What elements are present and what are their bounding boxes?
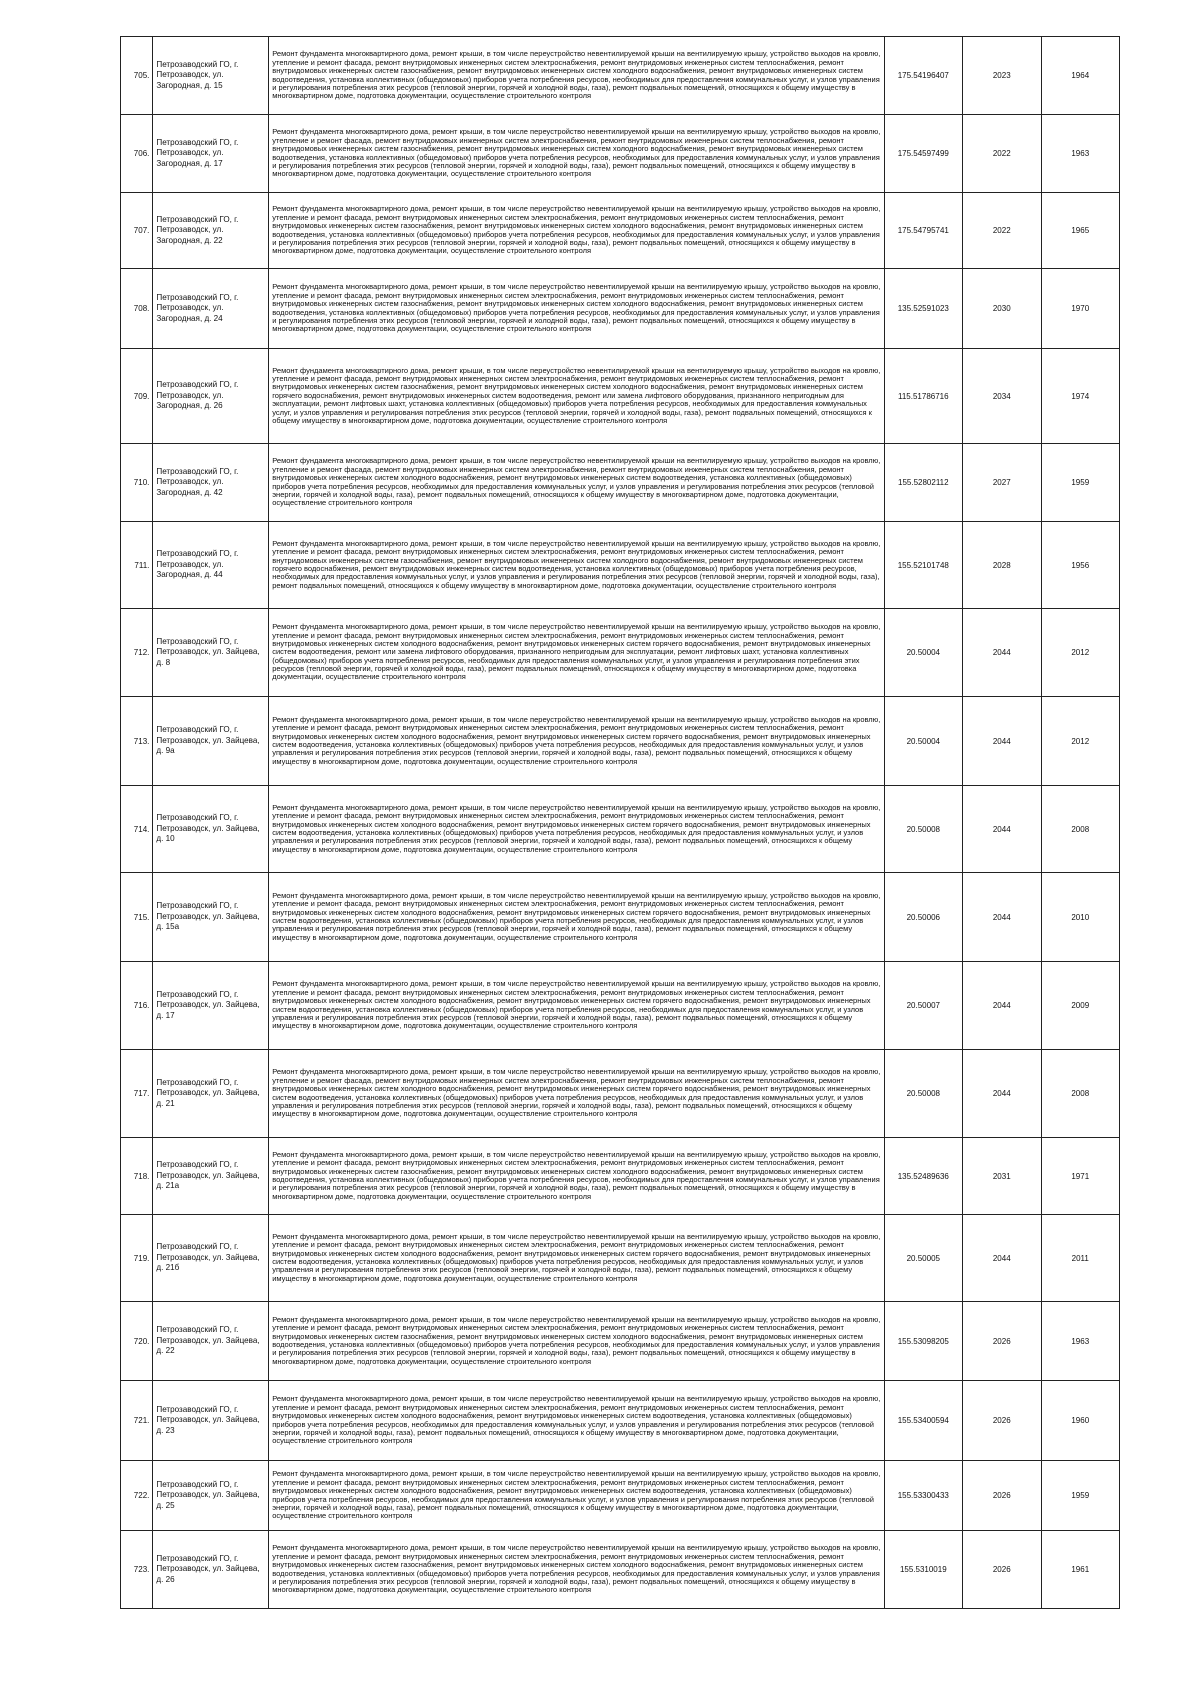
build-year: 1961 (1041, 1531, 1120, 1609)
repair-works (269, 1215, 884, 1302)
cost-value: 175.54196407 (884, 37, 962, 115)
repair-works (269, 269, 884, 349)
cost-value: 175.54795741 (884, 193, 962, 269)
row-number: 708. (121, 269, 153, 349)
row-number: 706. (121, 115, 153, 193)
house-address: Петрозаводский ГО, г. Петрозаводск, ул. Загородная, д. 44 (153, 522, 269, 609)
row-number: 714. (121, 786, 153, 873)
repair-works (269, 962, 884, 1050)
planned-year: 2028 (963, 522, 1041, 609)
table-row (121, 193, 1120, 269)
row-number: 712. (121, 609, 153, 697)
repair-works-text: Ремонт фундамента многоквартирного дома, ремонт крыши, в том числе переустройство невентилируемой крыши на вентилируемую крышу, устройство выходов на кровлю, утепление и ремонт фасада, ремонт внутридомовых инженерных систем электроснабжения, ремонт внутридомовых инженерных систем теплоснабжения, ремонт внутридомовых инженерных систем холодного водоснабжения, ремонт внутридомовых инженерных систем горячего водоснабжения, ремонт внутридомовых инженерных систем водоотведения, установка коллективных (общедомовых) приборов учета потребления ресурсов, необходимых для предоставления коммунальных услуг, и узлов управления и регулирования потребления этих ресурсов (тепловой энергии, горячей и холодной воды, газа), ремонт подвальных помещений, относящихся к общему имуществу в многоквартирном доме, подготовка документации, осуществление строительного контроля (272, 1231, 881, 1283)
build-year: 1956 (1041, 522, 1120, 609)
house-address: Петрозаводский ГО, г. Петрозаводск, ул. Загородная, д. 15 (153, 37, 269, 115)
planned-year: 2044 (963, 697, 1041, 786)
table-row (121, 1461, 1120, 1531)
cost-value: 20.50008 (884, 786, 962, 873)
row-number: 722. (121, 1461, 153, 1531)
house-address: Петрозаводский ГО, г. Петрозаводск, ул. Зайцева, д. 25 (153, 1461, 269, 1531)
cost-value: 20.50007 (884, 962, 962, 1050)
repair-works (269, 444, 884, 522)
repair-works-text: Ремонт фундамента многоквартирного дома, ремонт крыши, в том числе переустройство невентилируемой крыши на вентилируемую крышу, устройство выходов на кровлю, утепление и ремонт фасада, ремонт внутридомовых инженерных систем электроснабжения, ремонт внутридомовых инженерных систем теплоснабжения, ремонт внутридомовых инженерных систем газоснабжения, ремонт внутридомовых инженерных систем холодного водоснабжения, ремонт внутридомовых инженерных систем горячего водоснабжения, ремонт внутридомовых инженерных систем водоотведения, установка коллективных (общедомовых) приборов учета потребления ресурсов, необходимых для предоставления коммунальных услуг, и узлов управления и регулирования потребления этих ресурсов (тепловой энергии, горячей и холодной воды, газа), ремонт подвальных помещений, относящихся к общему имуществу в многоквартирном доме, подготовка документации, осуществление строительного контроля (272, 538, 881, 590)
repair-works-text: Ремонт фундамента многоквартирного дома, ремонт крыши, в том числе переустройство невентилируемой крыши на вентилируемую крышу, устройство выходов на кровлю, утепление и ремонт фасада, ремонт внутридомовых инженерных систем электроснабжения, ремонт внутридомовых инженерных систем теплоснабжения, ремонт внутридомовых инженерных систем газоснабжения, ремонт внутридомовых инженерных систем холодного водоснабжения, ремонт внутридомовых инженерных систем водоотведения, установка коллективных (общедомовых) приборов учета потребления ресурсов, необходимых для предоставления коммунальных услуг, и узлов управления и регулирования потребления этих ресурсов (тепловой энергии, горячей и холодной воды, газа), ремонт подвальных помещений, относящихся к общему имуществу в многоквартирном доме, подготовка документации, осуществление строительного контроля (272, 282, 881, 334)
table-row (121, 1215, 1120, 1302)
repair-works (269, 1050, 884, 1138)
build-year: 2008 (1041, 786, 1120, 873)
cost-value: 135.52489636 (884, 1138, 962, 1215)
build-year: 1964 (1041, 37, 1120, 115)
repair-works (269, 1138, 884, 1215)
repair-works-text: Ремонт фундамента многоквартирного дома, ремонт крыши, в том числе переустройство невентилируемой крыши на вентилируемую крышу, устройство выходов на кровлю, утепление и ремонт фасада, ремонт внутридомовых инженерных систем электроснабжения, ремонт внутридомовых инженерных систем теплоснабжения, ремонт внутридомовых инженерных систем газоснабжения, ремонт внутридомовых инженерных систем холодного водоснабжения, ремонт внутридомовых инженерных систем водоотведения, установка коллективных (общедомовых) приборов учета потребления ресурсов, необходимых для предоставления коммунальных услуг, и узлов управления и регулирования потребления этих ресурсов (тепловой энергии, горячей и холодной воды, газа), ремонт подвальных помещений, относящихся к общему имуществу в многоквартирном доме, подготовка документации, осуществление строительного контроля (272, 1314, 881, 1366)
capital-repair-table (120, 36, 1120, 1609)
cost-value: 155.53400594 (884, 1381, 962, 1461)
build-year: 2012 (1041, 609, 1120, 697)
repair-works (269, 786, 884, 873)
build-year: 1959 (1041, 444, 1120, 522)
house-address: Петрозаводский ГО, г. Петрозаводск, ул. Зайцева, д. 21 (153, 1050, 269, 1138)
repair-works-text: Ремонт фундамента многоквартирного дома, ремонт крыши, в том числе переустройство невентилируемой крыши на вентилируемую крышу, устройство выходов на кровлю, утепление и ремонт фасада, ремонт внутридомовых инженерных систем электроснабжения, ремонт внутридомовых инженерных систем теплоснабжения, ремонт внутридомовых инженерных систем холодного водоснабжения, ремонт внутридомовых инженерных систем водоотведения, установка коллективных (общедомовых) приборов учета потребления ресурсов, необходимых для предоставления коммунальных услуг, и узлов управления и регулирования потребления этих ресурсов (тепловой энергии, горячей и холодной воды, газа), ремонт подвальных помещений, относящихся к общему имуществу в многоквартирном доме, подготовка документации, осуществление строительного контроля (272, 456, 881, 508)
table-row (121, 349, 1120, 444)
cost-value: 20.50004 (884, 697, 962, 786)
row-number: 713. (121, 697, 153, 786)
repair-works (269, 1381, 884, 1461)
table-row (121, 37, 1120, 115)
house-address: Петрозаводский ГО, г. Петрозаводск, ул. Загородная, д. 24 (153, 269, 269, 349)
planned-year: 2044 (963, 1050, 1041, 1138)
table-row (121, 1050, 1120, 1138)
build-year: 2008 (1041, 1050, 1120, 1138)
planned-year: 2044 (963, 609, 1041, 697)
repair-works-text: Ремонт фундамента многоквартирного дома, ремонт крыши, в том числе переустройство невентилируемой крыши на вентилируемую крышу, устройство выходов на кровлю, утепление и ремонт фасада, ремонт внутридомовых инженерных систем электроснабжения, ремонт внутридомовых инженерных систем теплоснабжения, ремонт внутридомовых инженерных систем газоснабжения, ремонт внутридомовых инженерных систем холодного водоснабжения, ремонт внутридомовых инженерных систем водоотведения, установка коллективных (общедомовых) приборов учета потребления ресурсов, необходимых для предоставления коммунальных услуг, и узлов управления и регулирования потребления этих ресурсов (тепловой энергии, горячей и холодной воды, газа), ремонт подвальных помещений, относящихся к общему имуществу в многоквартирном доме, подготовка документации, осуществление строительного контроля (272, 127, 881, 179)
build-year: 2011 (1041, 1215, 1120, 1302)
planned-year: 2031 (963, 1138, 1041, 1215)
house-address: Петрозаводский ГО, г. Петрозаводск, ул. Зайцева, д. 9а (153, 697, 269, 786)
repair-works (269, 609, 884, 697)
row-number: 716. (121, 962, 153, 1050)
repair-works-text: Ремонт фундамента многоквартирного дома, ремонт крыши, в том числе переустройство невентилируемой крыши на вентилируемую крышу, устройство выходов на кровлю, утепление и ремонт фасада, ремонт внутридомовых инженерных систем электроснабжения, ремонт внутридомовых инженерных систем теплоснабжения, ремонт внутридомовых инженерных систем холодного водоснабжения, ремонт внутридомовых инженерных систем горячего водоснабжения, ремонт внутридомовых инженерных систем водоотведения, установка коллективных (общедомовых) приборов учета потребления ресурсов, необходимых для предоставления коммунальных услуг, и узлов управления и регулирования потребления этих ресурсов (тепловой энергии, горячей и холодной воды, газа), ремонт подвальных помещений, относящихся к общему имуществу в многоквартирном доме, подготовка документации, осуществление строительного контроля (272, 714, 881, 766)
planned-year: 2044 (963, 1215, 1041, 1302)
planned-year: 2026 (963, 1461, 1041, 1531)
repair-works-text: Ремонт фундамента многоквартирного дома, ремонт крыши, в том числе переустройство невентилируемой крыши на вентилируемую крышу, устройство выходов на кровлю, утепление и ремонт фасада, ремонт внутридомовых инженерных систем электроснабжения, ремонт внутридомовых инженерных систем теплоснабжения, ремонт внутридомовых инженерных систем холодного водоснабжения, ремонт внутридомовых инженерных систем водоотведения, установка коллективных (общедомовых) приборов учета потребления ресурсов, необходимых для предоставления коммунальных услуг, и узлов управления и регулирования потребления этих ресурсов (тепловой энергии, горячей и холодной воды, газа), ремонт подвальных помещений, относящихся к общему имуществу в многоквартирном доме, подготовка документации, осуществление строительного контроля (272, 1394, 881, 1446)
house-address: Петрозаводский ГО, г. Петрозаводск, ул. Зайцева, д. 8 (153, 609, 269, 697)
planned-year: 2026 (963, 1381, 1041, 1461)
repair-works-text: Ремонт фундамента многоквартирного дома, ремонт крыши, в том числе переустройство невентилируемой крыши на вентилируемую крышу, устройство выходов на кровлю, утепление и ремонт фасада, ремонт внутридомовых инженерных систем электроснабжения, ремонт внутридомовых инженерных систем теплоснабжения, ремонт внутридомовых инженерных систем холодного водоснабжения, ремонт внутридомовых инженерных систем горячего водоснабжения, ремонт внутридомовых инженерных систем водоотведения, установка коллективных (общедомовых) приборов учета потребления ресурсов, необходимых для предоставления коммунальных услуг, и узлов управления и регулирования потребления этих ресурсов (тепловой энергии, горячей и холодной воды, газа), ремонт подвальных помещений, относящихся к общему имуществу в многоквартирном доме, подготовка документации, осуществление строительного контроля (272, 1067, 881, 1119)
cost-value: 155.5310019 (884, 1531, 962, 1609)
register-sheet (120, 36, 1120, 1609)
house-address: Петрозаводский ГО, г. Петрозаводск, ул. Загородная, д. 17 (153, 115, 269, 193)
house-address: Петрозаводский ГО, г. Петрозаводск, ул. Зайцева, д. 21б (153, 1215, 269, 1302)
repair-works (269, 1531, 884, 1609)
planned-year: 2023 (963, 37, 1041, 115)
repair-works (269, 697, 884, 786)
house-address: Петрозаводский ГО, г. Петрозаводск, ул. Зайцева, д. 26 (153, 1531, 269, 1609)
house-address: Петрозаводский ГО, г. Петрозаводск, ул. Зайцева, д. 22 (153, 1302, 269, 1381)
cost-value: 155.53300433 (884, 1461, 962, 1531)
planned-year: 2044 (963, 873, 1041, 962)
row-number: 711. (121, 522, 153, 609)
row-number: 715. (121, 873, 153, 962)
table-row (121, 1302, 1120, 1381)
table-body (121, 37, 1120, 1609)
cost-value: 135.52591023 (884, 269, 962, 349)
repair-works (269, 1461, 884, 1531)
table-row (121, 1531, 1120, 1609)
table-row (121, 522, 1120, 609)
repair-works-text: Ремонт фундамента многоквартирного дома, ремонт крыши, в том числе переустройство невентилируемой крыши на вентилируемую крышу, устройство выходов на кровлю, утепление и ремонт фасада, ремонт внутридомовых инженерных систем электроснабжения, ремонт внутридомовых инженерных систем теплоснабжения, ремонт внутридомовых инженерных систем газоснабжения, ремонт внутридомовых инженерных систем холодного водоснабжения, ремонт внутридомовых инженерных систем водоотведения, установка коллективных (общедомовых) приборов учета потребления ресурсов, необходимых для предоставления коммунальных услуг, и узлов управления и регулирования потребления этих ресурсов (тепловой энергии, горячей и холодной воды, газа), ремонт подвальных помещений, относящихся к общему имуществу в многоквартирном доме, подготовка документации, осуществление строительного контроля (272, 1149, 881, 1201)
repair-works (269, 1302, 884, 1381)
repair-works-text: Ремонт фундамента многоквартирного дома, ремонт крыши, в том числе переустройство невентилируемой крыши на вентилируемую крышу, устройство выходов на кровлю, утепление и ремонт фасада, ремонт внутридомовых инженерных систем электроснабжения, ремонт внутридомовых инженерных систем теплоснабжения, ремонт внутридомовых инженерных систем газоснабжения, ремонт внутридомовых инженерных систем холодного водоснабжения, ремонт внутридомовых инженерных систем водоотведения, установка коллективных (общедомовых) приборов учета потребления ресурсов, необходимых для предоставления коммунальных услуг, и узлов управления и регулирования потребления этих ресурсов (тепловой энергии, горячей и холодной воды, газа), ремонт подвальных помещений, относящихся к общему имуществу в многоквартирном доме, подготовка документации, осуществление строительного контроля (272, 204, 881, 256)
repair-works (269, 37, 884, 115)
house-address: Петрозаводский ГО, г. Петрозаводск, ул. Загородная, д. 26 (153, 349, 269, 444)
planned-year: 2034 (963, 349, 1041, 444)
repair-works (269, 522, 884, 609)
build-year: 2010 (1041, 873, 1120, 962)
table-row (121, 1381, 1120, 1461)
build-year: 1963 (1041, 115, 1120, 193)
planned-year: 2026 (963, 1531, 1041, 1609)
planned-year: 2026 (963, 1302, 1041, 1381)
table-row (121, 1138, 1120, 1215)
planned-year: 2022 (963, 193, 1041, 269)
build-year: 1965 (1041, 193, 1120, 269)
row-number: 707. (121, 193, 153, 269)
table-row (121, 444, 1120, 522)
repair-works-text: Ремонт фундамента многоквартирного дома, ремонт крыши, в том числе переустройство невентилируемой крыши на вентилируемую крышу, устройство выходов на кровлю, утепление и ремонт фасада, ремонт внутридомовых инженерных систем электроснабжения, ремонт внутридомовых инженерных систем теплоснабжения, ремонт внутридомовых инженерных систем газоснабжения, ремонт внутридомовых инженерных систем холодного водоснабжения, ремонт внутридомовых инженерных систем горячего водоснабжения, ремонт внутридомовых инженерных систем водоотведения, ремонт или замена лифтового оборудования, признанного непригодным для эксплуатации, ремонт лифтовых шахт, установка коллективных (общедомовых) приборов учета потребления ресурсов, необходимых для предоставления коммунальных услуг, и узлов управления и регулирования потребления этих ресурсов (тепловой энергии, горячей и холодной воды, газа), ремонт подвальных помещений, относящихся к общему имуществу в многоквартирном доме, подготовка документации, осуществление строительного контроля (272, 365, 881, 425)
row-number: 721. (121, 1381, 153, 1461)
row-number: 717. (121, 1050, 153, 1138)
table-row (121, 269, 1120, 349)
cost-value: 155.52802112 (884, 444, 962, 522)
house-address: Петрозаводский ГО, г. Петрозаводск, ул. Загородная, д. 22 (153, 193, 269, 269)
house-address: Петрозаводский ГО, г. Петрозаводск, ул. Зайцева, д. 10 (153, 786, 269, 873)
cost-value: 155.53098205 (884, 1302, 962, 1381)
planned-year: 2044 (963, 786, 1041, 873)
row-number: 723. (121, 1531, 153, 1609)
build-year: 2009 (1041, 962, 1120, 1050)
cost-value: 20.50006 (884, 873, 962, 962)
cost-value: 175.54597499 (884, 115, 962, 193)
table-row (121, 697, 1120, 786)
row-number: 720. (121, 1302, 153, 1381)
house-address: Петрозаводский ГО, г. Петрозаводск, ул. Зайцева, д. 17 (153, 962, 269, 1050)
repair-works-text: Ремонт фундамента многоквартирного дома, ремонт крыши, в том числе переустройство невентилируемой крыши на вентилируемую крышу, устройство выходов на кровлю, утепление и ремонт фасада, ремонт внутридомовых инженерных систем электроснабжения, ремонт внутридомовых инженерных систем теплоснабжения, ремонт внутридомовых инженерных систем холодного водоснабжения, ремонт внутридомовых инженерных систем горячего водоснабжения, ремонт внутридомовых инженерных систем водоотведения, установка коллективных (общедомовых) приборов учета потребления ресурсов, необходимых для предоставления коммунальных услуг, и узлов управления и регулирования потребления этих ресурсов (тепловой энергии, горячей и холодной воды, газа), ремонт подвальных помещений, относящихся к общему имуществу в многоквартирном доме, подготовка документации, осуществление строительного контроля (272, 979, 881, 1031)
house-address: Петрозаводский ГО, г. Петрозаводск, ул. Зайцева, д. 15а (153, 873, 269, 962)
repair-works (269, 349, 884, 444)
build-year: 1963 (1041, 1302, 1120, 1381)
build-year: 1970 (1041, 269, 1120, 349)
repair-works-text: Ремонт фундамента многоквартирного дома, ремонт крыши, в том числе переустройство невентилируемой крыши на вентилируемую крышу, устройство выходов на кровлю, утепление и ремонт фасада, ремонт внутридомовых инженерных систем электроснабжения, ремонт внутридомовых инженерных систем теплоснабжения, ремонт внутридомовых инженерных систем холодного водоснабжения, ремонт внутридомовых инженерных систем водоотведения, установка коллективных (общедомовых) приборов учета потребления ресурсов, необходимых для предоставления коммунальных услуг, и узлов управления и регулирования потребления этих ресурсов (тепловой энергии, горячей и холодной воды, газа), ремонт подвальных помещений, относящихся к общему имуществу в многоквартирном доме, подготовка документации, осуществление строительного контроля (272, 1469, 881, 1521)
table-row (121, 962, 1120, 1050)
row-number: 710. (121, 444, 153, 522)
planned-year: 2022 (963, 115, 1041, 193)
cost-value: 115.51786716 (884, 349, 962, 444)
house-address: Петрозаводский ГО, г. Петрозаводск, ул. Зайцева, д. 21а (153, 1138, 269, 1215)
repair-works-text: Ремонт фундамента многоквартирного дома, ремонт крыши, в том числе переустройство невентилируемой крыши на вентилируемую крышу, устройство выходов на кровлю, утепление и ремонт фасада, ремонт внутридомовых инженерных систем электроснабжения, ремонт внутридомовых инженерных систем теплоснабжения, ремонт внутридомовых инженерных систем газоснабжения, ремонт внутридомовых инженерных систем холодного водоснабжения, ремонт внутридомовых инженерных систем водоотведения, установка коллективных (общедомовых) приборов учета потребления ресурсов, необходимых для предоставления коммунальных услуг, и узлов управления и регулирования потребления этих ресурсов (тепловой энергии, горячей и холодной воды, газа), ремонт подвальных помещений, относящихся к общему имуществу в многоквартирном доме, подготовка документации, осуществление строительного контроля (272, 1543, 881, 1595)
table-row (121, 873, 1120, 962)
repair-works-text: Ремонт фундамента многоквартирного дома, ремонт крыши, в том числе переустройство невентилируемой крыши на вентилируемую крышу, устройство выходов на кровлю, утепление и ремонт фасада, ремонт внутридомовых инженерных систем электроснабжения, ремонт внутридомовых инженерных систем теплоснабжения, ремонт внутридомовых инженерных систем холодного водоснабжения, ремонт внутридомовых инженерных систем горячего водоснабжения, ремонт внутридомовых инженерных систем водоотведения, установка коллективных (общедомовых) приборов учета потребления ресурсов, необходимых для предоставления коммунальных услуг, и узлов управления и регулирования потребления этих ресурсов (тепловой энергии, горячей и холодной воды, газа), ремонт подвальных помещений, относящихся к общему имуществу в многоквартирном доме, подготовка документации, осуществление строительного контроля (272, 802, 881, 854)
build-year: 1959 (1041, 1461, 1120, 1531)
planned-year: 2044 (963, 962, 1041, 1050)
cost-value: 155.52101748 (884, 522, 962, 609)
table-row (121, 786, 1120, 873)
build-year: 1974 (1041, 349, 1120, 444)
table-row (121, 115, 1120, 193)
table-row (121, 609, 1120, 697)
house-address: Петрозаводский ГО, г. Петрозаводск, ул. Загородная, д. 42 (153, 444, 269, 522)
repair-works (269, 193, 884, 269)
cost-value: 20.50005 (884, 1215, 962, 1302)
build-year: 1971 (1041, 1138, 1120, 1215)
repair-works-text: Ремонт фундамента многоквартирного дома, ремонт крыши, в том числе переустройство невентилируемой крыши на вентилируемую крышу, устройство выходов на кровлю, утепление и ремонт фасада, ремонт внутридомовых инженерных систем электроснабжения, ремонт внутридомовых инженерных систем теплоснабжения, ремонт внутридомовых инженерных систем холодного водоснабжения, ремонт внутридомовых инженерных систем горячего водоснабжения, ремонт внутридомовых инженерных систем водоотведения, ремонт или замена лифтового оборудования, признанного непригодным для эксплуатации, ремонт лифтовых шахт, установка коллективных (общедомовых) приборов учета потребления ресурсов, необходимых для предоставления коммунальных услуг, и узлов управления и регулирования потребления этих ресурсов (тепловой энергии, горячей и холодной воды, газа), ремонт подвальных помещений, относящихся к общему имуществу в многоквартирном доме, подготовка документации, осуществление строительного контроля (272, 622, 881, 682)
planned-year: 2027 (963, 444, 1041, 522)
row-number: 705. (121, 37, 153, 115)
repair-works (269, 115, 884, 193)
repair-works (269, 873, 884, 962)
cost-value: 20.50008 (884, 1050, 962, 1138)
planned-year: 2030 (963, 269, 1041, 349)
row-number: 719. (121, 1215, 153, 1302)
row-number: 718. (121, 1138, 153, 1215)
repair-works-text: Ремонт фундамента многоквартирного дома, ремонт крыши, в том числе переустройство невентилируемой крыши на вентилируемую крышу, устройство выходов на кровлю, утепление и ремонт фасада, ремонт внутридомовых инженерных систем электроснабжения, ремонт внутридомовых инженерных систем теплоснабжения, ремонт внутридомовых инженерных систем газоснабжения, ремонт внутридомовых инженерных систем холодного водоснабжения, ремонт внутридомовых инженерных систем водоотведения, установка коллективных (общедомовых) приборов учета потребления ресурсов, необходимых для предоставления коммунальных услуг, и узлов управления и регулирования потребления этих ресурсов (тепловой энергии, горячей и холодной воды, газа), ремонт подвальных помещений, относящихся к общему имуществу в многоквартирном доме, подготовка документации, осуществление строительного контроля (272, 49, 881, 101)
build-year: 2012 (1041, 697, 1120, 786)
house-address: Петрозаводский ГО, г. Петрозаводск, ул. Зайцева, д. 23 (153, 1381, 269, 1461)
cost-value: 20.50004 (884, 609, 962, 697)
repair-works-text: Ремонт фундамента многоквартирного дома, ремонт крыши, в том числе переустройство невентилируемой крыши на вентилируемую крышу, устройство выходов на кровлю, утепление и ремонт фасада, ремонт внутридомовых инженерных систем электроснабжения, ремонт внутридомовых инженерных систем теплоснабжения, ремонт внутридомовых инженерных систем холодного водоснабжения, ремонт внутридомовых инженерных систем горячего водоснабжения, ремонт внутридомовых инженерных систем водоотведения, установка коллективных (общедомовых) приборов учета потребления ресурсов, необходимых для предоставления коммунальных услуг, и узлов управления и регулирования потребления этих ресурсов (тепловой энергии, горячей и холодной воды, газа), ремонт подвальных помещений, относящихся к общему имуществу в многоквартирном доме, подготовка документации, осуществление строительного контроля (272, 890, 881, 942)
build-year: 1960 (1041, 1381, 1120, 1461)
row-number: 709. (121, 349, 153, 444)
